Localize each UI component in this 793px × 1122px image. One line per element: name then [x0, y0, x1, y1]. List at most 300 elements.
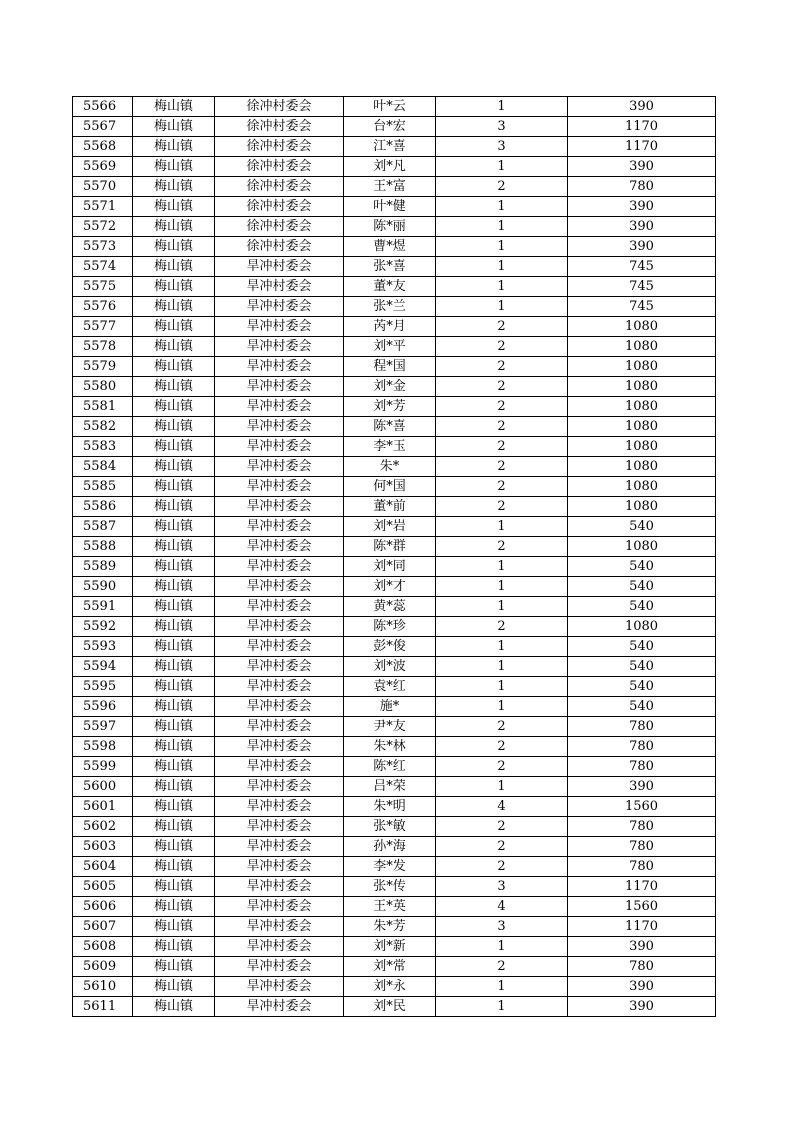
count-cell: 2 — [436, 397, 568, 417]
count-cell: 2 — [436, 457, 568, 477]
table-row — [73, 897, 716, 917]
table-row — [73, 537, 716, 557]
name-cell: 李*发 — [344, 857, 436, 877]
table-row — [73, 797, 716, 817]
amount-cell: 745 — [568, 277, 716, 297]
row-id-cell: 5582 — [73, 417, 133, 437]
village-cell: 旱冲村委会 — [215, 397, 344, 417]
row-id-cell: 5601 — [73, 797, 133, 817]
name-cell: 刘*凡 — [344, 157, 436, 177]
name-cell: 曹*煜 — [344, 237, 436, 257]
name-cell: 王*富 — [344, 177, 436, 197]
name-cell: 孙*海 — [344, 837, 436, 857]
count-cell: 2 — [436, 717, 568, 737]
count-cell: 2 — [436, 537, 568, 557]
count-cell: 2 — [436, 337, 568, 357]
village-cell: 旱冲村委会 — [215, 457, 344, 477]
village-cell: 旱冲村委会 — [215, 977, 344, 997]
village-cell: 徐冲村委会 — [215, 137, 344, 157]
village-cell: 旱冲村委会 — [215, 857, 344, 877]
table-row — [73, 837, 716, 857]
village-cell: 旱冲村委会 — [215, 657, 344, 677]
name-cell: 陈*珍 — [344, 617, 436, 637]
count-cell: 2 — [436, 817, 568, 837]
row-id-cell: 5586 — [73, 497, 133, 517]
row-id-cell: 5580 — [73, 377, 133, 397]
amount-cell: 1080 — [568, 617, 716, 637]
village-cell: 徐冲村委会 — [215, 197, 344, 217]
name-cell: 刘*金 — [344, 377, 436, 397]
village-cell: 旱冲村委会 — [215, 377, 344, 397]
name-cell: 朱*明 — [344, 797, 436, 817]
table-row — [73, 517, 716, 537]
amount-cell: 390 — [568, 777, 716, 797]
town-cell: 梅山镇 — [133, 957, 215, 977]
village-cell: 旱冲村委会 — [215, 557, 344, 577]
row-id-cell: 5610 — [73, 977, 133, 997]
amount-cell: 745 — [568, 297, 716, 317]
count-cell: 4 — [436, 897, 568, 917]
row-id-cell: 5583 — [73, 437, 133, 457]
amount-cell: 1080 — [568, 397, 716, 417]
town-cell: 梅山镇 — [133, 837, 215, 857]
amount-cell: 1080 — [568, 477, 716, 497]
row-id-cell: 5573 — [73, 237, 133, 257]
row-id-cell: 5587 — [73, 517, 133, 537]
town-cell: 梅山镇 — [133, 917, 215, 937]
town-cell: 梅山镇 — [133, 697, 215, 717]
town-cell: 梅山镇 — [133, 217, 215, 237]
village-cell: 旱冲村委会 — [215, 717, 344, 737]
amount-cell: 780 — [568, 957, 716, 977]
village-cell: 旱冲村委会 — [215, 357, 344, 377]
count-cell: 2 — [436, 417, 568, 437]
town-cell: 梅山镇 — [133, 397, 215, 417]
village-cell: 旱冲村委会 — [215, 277, 344, 297]
name-cell: 朱* — [344, 457, 436, 477]
village-cell: 旱冲村委会 — [215, 877, 344, 897]
village-cell: 旱冲村委会 — [215, 337, 344, 357]
name-cell: 芮*月 — [344, 317, 436, 337]
town-cell: 梅山镇 — [133, 337, 215, 357]
count-cell: 1 — [436, 997, 568, 1017]
town-cell: 梅山镇 — [133, 257, 215, 277]
name-cell: 何*国 — [344, 477, 436, 497]
row-id-cell: 5568 — [73, 137, 133, 157]
amount-cell: 780 — [568, 857, 716, 877]
amount-cell: 540 — [568, 597, 716, 617]
row-id-cell: 5596 — [73, 697, 133, 717]
town-cell: 梅山镇 — [133, 997, 215, 1017]
village-cell: 旱冲村委会 — [215, 577, 344, 597]
row-id-cell: 5566 — [73, 97, 133, 117]
name-cell: 刘*民 — [344, 997, 436, 1017]
name-cell: 彭*俊 — [344, 637, 436, 657]
count-cell: 3 — [436, 917, 568, 937]
count-cell: 1 — [436, 697, 568, 717]
table-row — [73, 137, 716, 157]
row-id-cell: 5599 — [73, 757, 133, 777]
town-cell: 梅山镇 — [133, 437, 215, 457]
table-row — [73, 477, 716, 497]
row-id-cell: 5589 — [73, 557, 133, 577]
amount-cell: 1170 — [568, 117, 716, 137]
table-row — [73, 277, 716, 297]
town-cell: 梅山镇 — [133, 117, 215, 137]
town-cell: 梅山镇 — [133, 577, 215, 597]
town-cell: 梅山镇 — [133, 977, 215, 997]
count-cell: 1 — [436, 197, 568, 217]
amount-cell: 1170 — [568, 917, 716, 937]
village-cell: 旱冲村委会 — [215, 597, 344, 617]
town-cell: 梅山镇 — [133, 417, 215, 437]
row-id-cell: 5602 — [73, 817, 133, 837]
count-cell: 1 — [436, 777, 568, 797]
name-cell: 刘*同 — [344, 557, 436, 577]
amount-cell: 1080 — [568, 417, 716, 437]
table-row — [73, 257, 716, 277]
name-cell: 刘*波 — [344, 657, 436, 677]
table-row — [73, 857, 716, 877]
village-cell: 徐冲村委会 — [215, 177, 344, 197]
row-id-cell: 5571 — [73, 197, 133, 217]
village-cell: 旱冲村委会 — [215, 617, 344, 637]
amount-cell: 1080 — [568, 497, 716, 517]
name-cell: 叶*健 — [344, 197, 436, 217]
table-row — [73, 197, 716, 217]
name-cell: 陈*红 — [344, 757, 436, 777]
amount-cell: 390 — [568, 237, 716, 257]
name-cell: 刘*岩 — [344, 517, 436, 537]
row-id-cell: 5598 — [73, 737, 133, 757]
amount-cell: 540 — [568, 697, 716, 717]
amount-cell: 390 — [568, 937, 716, 957]
table-row — [73, 317, 716, 337]
row-id-cell: 5577 — [73, 317, 133, 337]
amount-cell: 780 — [568, 177, 716, 197]
town-cell: 梅山镇 — [133, 897, 215, 917]
table-row — [73, 737, 716, 757]
table-row — [73, 557, 716, 577]
table-row — [73, 717, 716, 737]
table-row — [73, 97, 716, 117]
name-cell: 陈*群 — [344, 537, 436, 557]
town-cell: 梅山镇 — [133, 777, 215, 797]
village-cell: 旱冲村委会 — [215, 737, 344, 757]
row-id-cell: 5606 — [73, 897, 133, 917]
row-id-cell: 5607 — [73, 917, 133, 937]
amount-cell: 1080 — [568, 377, 716, 397]
amount-cell: 390 — [568, 997, 716, 1017]
village-cell: 旱冲村委会 — [215, 777, 344, 797]
row-id-cell: 5579 — [73, 357, 133, 377]
name-cell: 董*友 — [344, 277, 436, 297]
row-id-cell: 5603 — [73, 837, 133, 857]
row-id-cell: 5569 — [73, 157, 133, 177]
amount-cell: 1080 — [568, 357, 716, 377]
name-cell: 刘*芳 — [344, 397, 436, 417]
town-cell: 梅山镇 — [133, 377, 215, 397]
town-cell: 梅山镇 — [133, 517, 215, 537]
count-cell: 1 — [436, 97, 568, 117]
amount-cell: 390 — [568, 217, 716, 237]
name-cell: 朱*芳 — [344, 917, 436, 937]
count-cell: 1 — [436, 277, 568, 297]
town-cell: 梅山镇 — [133, 797, 215, 817]
row-id-cell: 5576 — [73, 297, 133, 317]
count-cell: 1 — [436, 597, 568, 617]
row-id-cell: 5608 — [73, 937, 133, 957]
table-row — [73, 917, 716, 937]
village-cell: 徐冲村委会 — [215, 157, 344, 177]
amount-cell: 540 — [568, 577, 716, 597]
village-cell: 旱冲村委会 — [215, 837, 344, 857]
town-cell: 梅山镇 — [133, 817, 215, 837]
amount-cell: 540 — [568, 637, 716, 657]
row-id-cell: 5593 — [73, 637, 133, 657]
count-cell: 1 — [436, 157, 568, 177]
row-id-cell: 5611 — [73, 997, 133, 1017]
table-row — [73, 217, 716, 237]
town-cell: 梅山镇 — [133, 317, 215, 337]
count-cell: 2 — [436, 477, 568, 497]
town-cell: 梅山镇 — [133, 157, 215, 177]
amount-cell: 1080 — [568, 317, 716, 337]
count-cell: 3 — [436, 137, 568, 157]
town-cell: 梅山镇 — [133, 97, 215, 117]
amount-cell: 540 — [568, 517, 716, 537]
count-cell: 1 — [436, 297, 568, 317]
amount-cell: 1170 — [568, 137, 716, 157]
village-cell: 旱冲村委会 — [215, 817, 344, 837]
village-cell: 旱冲村委会 — [215, 477, 344, 497]
town-cell: 梅山镇 — [133, 537, 215, 557]
count-cell: 1 — [436, 577, 568, 597]
amount-cell: 1170 — [568, 877, 716, 897]
town-cell: 梅山镇 — [133, 637, 215, 657]
table-row — [73, 417, 716, 437]
village-cell: 徐冲村委会 — [215, 217, 344, 237]
row-id-cell: 5591 — [73, 597, 133, 617]
town-cell: 梅山镇 — [133, 657, 215, 677]
count-cell: 3 — [436, 877, 568, 897]
town-cell: 梅山镇 — [133, 277, 215, 297]
name-cell: 刘*才 — [344, 577, 436, 597]
town-cell: 梅山镇 — [133, 297, 215, 317]
table-row — [73, 597, 716, 617]
name-cell: 吕*荣 — [344, 777, 436, 797]
town-cell: 梅山镇 — [133, 857, 215, 877]
town-cell: 梅山镇 — [133, 557, 215, 577]
village-cell: 徐冲村委会 — [215, 97, 344, 117]
amount-cell: 540 — [568, 657, 716, 677]
row-id-cell: 5588 — [73, 537, 133, 557]
village-cell: 旱冲村委会 — [215, 637, 344, 657]
row-id-cell: 5572 — [73, 217, 133, 237]
count-cell: 1 — [436, 637, 568, 657]
row-id-cell: 5594 — [73, 657, 133, 677]
village-cell: 旱冲村委会 — [215, 797, 344, 817]
amount-cell: 1080 — [568, 457, 716, 477]
table-row — [73, 997, 716, 1017]
row-id-cell: 5570 — [73, 177, 133, 197]
table-row — [73, 637, 716, 657]
name-cell: 江*喜 — [344, 137, 436, 157]
town-cell: 梅山镇 — [133, 137, 215, 157]
village-cell: 旱冲村委会 — [215, 317, 344, 337]
row-id-cell: 5604 — [73, 857, 133, 877]
row-id-cell: 5590 — [73, 577, 133, 597]
count-cell: 2 — [436, 357, 568, 377]
data-table — [72, 96, 716, 1017]
count-cell: 1 — [436, 677, 568, 697]
row-id-cell: 5575 — [73, 277, 133, 297]
count-cell: 2 — [436, 737, 568, 757]
name-cell: 陈*丽 — [344, 217, 436, 237]
name-cell: 张*喜 — [344, 257, 436, 277]
row-id-cell: 5605 — [73, 877, 133, 897]
count-cell: 2 — [436, 957, 568, 977]
table-row — [73, 157, 716, 177]
table-row — [73, 777, 716, 797]
table-row — [73, 437, 716, 457]
name-cell: 刘*平 — [344, 337, 436, 357]
name-cell: 朱*林 — [344, 737, 436, 757]
table-row — [73, 757, 716, 777]
amount-cell: 390 — [568, 977, 716, 997]
row-id-cell: 5609 — [73, 957, 133, 977]
village-cell: 旱冲村委会 — [215, 957, 344, 977]
table-row — [73, 457, 716, 477]
count-cell: 2 — [436, 497, 568, 517]
name-cell: 施* — [344, 697, 436, 717]
amount-cell: 780 — [568, 737, 716, 757]
amount-cell: 1080 — [568, 537, 716, 557]
village-cell: 徐冲村委会 — [215, 237, 344, 257]
table-body — [73, 97, 716, 1017]
amount-cell: 540 — [568, 677, 716, 697]
count-cell: 2 — [436, 437, 568, 457]
row-id-cell: 5585 — [73, 477, 133, 497]
town-cell: 梅山镇 — [133, 477, 215, 497]
name-cell: 黄*蕊 — [344, 597, 436, 617]
name-cell: 张*传 — [344, 877, 436, 897]
village-cell: 旱冲村委会 — [215, 497, 344, 517]
count-cell: 2 — [436, 857, 568, 877]
row-id-cell: 5597 — [73, 717, 133, 737]
row-id-cell: 5592 — [73, 617, 133, 637]
town-cell: 梅山镇 — [133, 737, 215, 757]
table-row — [73, 377, 716, 397]
count-cell: 1 — [436, 977, 568, 997]
village-cell: 徐冲村委会 — [215, 117, 344, 137]
amount-cell: 745 — [568, 257, 716, 277]
name-cell: 刘*常 — [344, 957, 436, 977]
town-cell: 梅山镇 — [133, 717, 215, 737]
amount-cell: 780 — [568, 817, 716, 837]
village-cell: 旱冲村委会 — [215, 937, 344, 957]
table-row — [73, 497, 716, 517]
row-id-cell: 5574 — [73, 257, 133, 277]
amount-cell: 390 — [568, 97, 716, 117]
count-cell: 2 — [436, 317, 568, 337]
amount-cell: 390 — [568, 197, 716, 217]
count-cell: 3 — [436, 117, 568, 137]
count-cell: 2 — [436, 177, 568, 197]
village-cell: 旱冲村委会 — [215, 437, 344, 457]
amount-cell: 780 — [568, 757, 716, 777]
town-cell: 梅山镇 — [133, 177, 215, 197]
amount-cell: 390 — [568, 157, 716, 177]
count-cell: 1 — [436, 557, 568, 577]
amount-cell: 540 — [568, 557, 716, 577]
village-cell: 旱冲村委会 — [215, 677, 344, 697]
table-row — [73, 177, 716, 197]
amount-cell: 1560 — [568, 897, 716, 917]
count-cell: 2 — [436, 837, 568, 857]
count-cell: 1 — [436, 237, 568, 257]
town-cell: 梅山镇 — [133, 877, 215, 897]
table-row — [73, 657, 716, 677]
amount-cell: 780 — [568, 837, 716, 857]
table-row — [73, 117, 716, 137]
village-cell: 旱冲村委会 — [215, 257, 344, 277]
table-row — [73, 617, 716, 637]
town-cell: 梅山镇 — [133, 357, 215, 377]
table-row — [73, 337, 716, 357]
count-cell: 2 — [436, 617, 568, 637]
town-cell: 梅山镇 — [133, 757, 215, 777]
town-cell: 梅山镇 — [133, 937, 215, 957]
name-cell: 程*国 — [344, 357, 436, 377]
name-cell: 台*宏 — [344, 117, 436, 137]
village-cell: 旱冲村委会 — [215, 897, 344, 917]
village-cell: 旱冲村委会 — [215, 697, 344, 717]
name-cell: 陈*喜 — [344, 417, 436, 437]
village-cell: 旱冲村委会 — [215, 537, 344, 557]
row-id-cell: 5567 — [73, 117, 133, 137]
count-cell: 1 — [436, 217, 568, 237]
table-row — [73, 957, 716, 977]
name-cell: 尹*友 — [344, 717, 436, 737]
table-row — [73, 397, 716, 417]
amount-cell: 780 — [568, 717, 716, 737]
table-row — [73, 577, 716, 597]
count-cell: 1 — [436, 257, 568, 277]
village-cell: 旱冲村委会 — [215, 917, 344, 937]
row-id-cell: 5595 — [73, 677, 133, 697]
village-cell: 旱冲村委会 — [215, 297, 344, 317]
name-cell: 叶*云 — [344, 97, 436, 117]
village-cell: 旱冲村委会 — [215, 417, 344, 437]
table-row — [73, 357, 716, 377]
count-cell: 1 — [436, 937, 568, 957]
name-cell: 袁*红 — [344, 677, 436, 697]
row-id-cell: 5581 — [73, 397, 133, 417]
village-cell: 旱冲村委会 — [215, 517, 344, 537]
village-cell: 旱冲村委会 — [215, 997, 344, 1017]
town-cell: 梅山镇 — [133, 197, 215, 217]
count-cell: 1 — [436, 657, 568, 677]
amount-cell: 1560 — [568, 797, 716, 817]
village-cell: 旱冲村委会 — [215, 757, 344, 777]
table-row — [73, 237, 716, 257]
amount-cell: 1080 — [568, 437, 716, 457]
name-cell: 王*英 — [344, 897, 436, 917]
name-cell: 刘*新 — [344, 937, 436, 957]
amount-cell: 1080 — [568, 337, 716, 357]
town-cell: 梅山镇 — [133, 617, 215, 637]
